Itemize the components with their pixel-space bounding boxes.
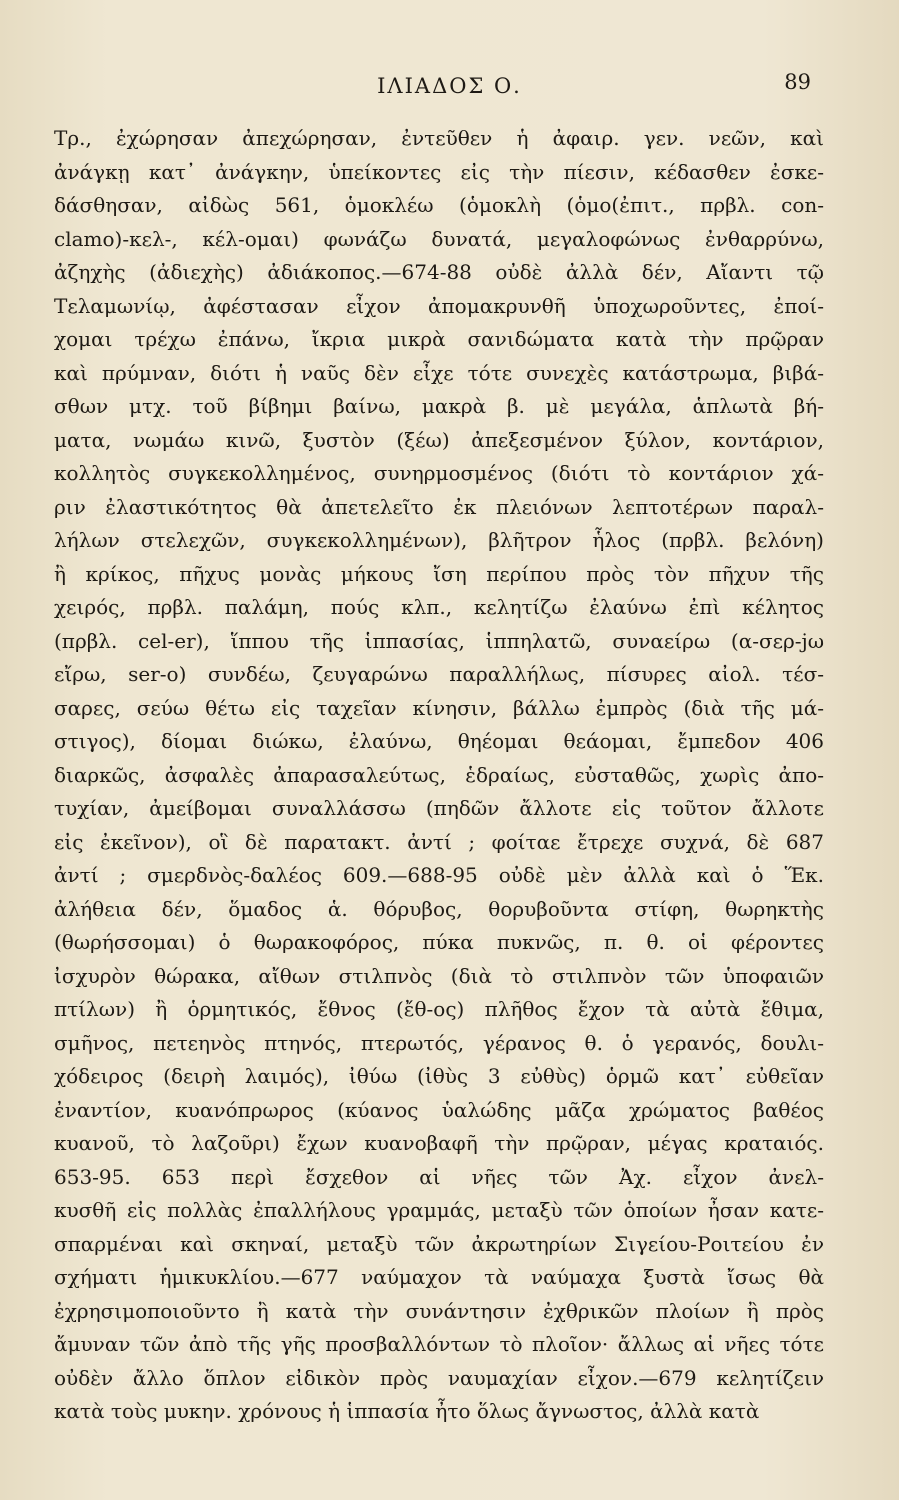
text-line: clamo)-κελ-, κέλ-ομαι) φωνάζω δυνατά, μεγαλοφώνως ἐνθαρρύνω,	[54, 226, 824, 251]
text-line: ἄμυναν τῶν ἀπὸ τῆς γῆς προσβαλλόντων τὸ πλοῖον· ἄλλως αἱ νῆες τότε	[54, 1332, 824, 1356]
text-line: τυχίαν, ἀμείβομαι συναλλάσσω (πηδῶν ἄλλοτε εἰς τοῦτον ἄλλοτε	[54, 796, 824, 820]
text-line: ματα, νωμάω κινῶ, ξυστὸν (ξέω) ἀπεξεσμένον ξύλον, κοντάριον,	[54, 427, 824, 452]
text-line: Τρ., ἐχώρησαν ἀπεχώρησαν, ἐντεῦθεν ἡ ἀφαιρ. γεν. νεῶν, καὶ	[54, 126, 824, 150]
text-line: κολλητὸς συγκεκολλημένος, συνηρμοσμένος (διότι τὸ κοντάριον χά-	[54, 461, 824, 485]
text-line: (πρβλ. cel-er), ἵππου τῆς ἱππασίας, ἱππηλατῶ, συναείρω (α-σερ-jω	[54, 628, 824, 653]
text-line: ἐχρησιμοποιοῦντο ἢ κατὰ τὴν συνάντησιν ἐχθρικῶν πλοίων ἢ πρὸς	[54, 1298, 824, 1323]
text-line: εἴρω, ser-o) συνδέω, ζευγαρώνω παραλλήλως, πίσυρες αἰολ. τέσ-	[54, 662, 824, 686]
text-line: 653-95. 653 περὶ ἔσχεθον αἱ νῆες τῶν Ἀχ. εἶχον ἀνελ-	[54, 1164, 824, 1189]
text-line: καὶ πρύμναν, διότι ἡ ναῦς δὲν εἶχε τότε συνεχὲς κατάστρωμα, βιβά-	[54, 360, 824, 385]
text-line: ἀζηχὴς (ἀδιεχὴς) ἀδιάκοπος.—674-88 οὐδὲ ἀλλὰ δέν, Αἴαντι τῷ	[54, 260, 824, 284]
text-line: ριν ἐλαστικότητος θὰ ἀπετελεῖτο ἐκ πλειόνων λεπτοτέρων παραλ-	[54, 494, 824, 519]
text-line: κυσθῆ εἰς πολλὰς ἐπαλλήλους γραμμάς, μεταξὺ τῶν ὁποίων ἦσαν κατε-	[54, 1198, 824, 1222]
text-line: στιγος), δίομαι διώκω, ἐλαύνω, θηέομαι θεάομαι, ἔμπεδον 406	[54, 729, 824, 753]
text-line: σθων μτχ. τοῦ βίβημι βαίνω, μακρὰ β. μὲ μεγάλα, ἁπλωτὰ βή-	[54, 394, 824, 418]
text-line: χόδειρος (δειρὴ λαιμός), ἰθύω (ἰθὺς 3 εὐθὺς) ὁρμῶ κατ᾽ εὐθεῖαν	[54, 1064, 824, 1088]
text-line: πτίλων) ἢ ὁρμητικός, ἔθνος (ἔθ-ος) πλῆθος ἔχον τὰ αὐτὰ ἔθιμα,	[54, 997, 824, 1021]
text-line: σπαρμέναι καὶ σκηναί, μεταξὺ τῶν ἀκρωτηρίων Σιγείου-Ροιτείου ἐν	[54, 1231, 824, 1256]
text-line: σχήματι ἡμικυκλίου.—677 ναύμαχον τὰ ναύμαχα ξυστὰ ἴσως θὰ	[54, 1265, 824, 1289]
text-line: χομαι τρέχω ἐπάνω, ἴκρια μικρὰ σανιδώματα κατὰ τὴν πρῷραν	[54, 327, 824, 351]
text-line: λήλων στελεχῶν, συγκεκολλημένων), βλῆτρον ἧλος (πρβλ. βελόνη)	[54, 528, 824, 552]
text-line: εἰς ἐκεῖνον), οἳ δὲ παρατακτ. ἀντί ; φοίταε ἔτρεχε συχνά, δὲ 687	[54, 829, 824, 854]
text-line: διαρκῶς, ἀσφαλὲς ἀπαρασαλεύτως, ἑδραίως, εὐσταθῶς, χωρὶς ἀπο-	[54, 762, 824, 787]
text-line: κυανοῦ, τὸ λαζοῦρι) ἔχων κυανοβαφῆ τὴν πρῷραν, μέγας κραταιός.	[54, 1131, 824, 1155]
text-line: ἀλήθεια δέν, ὅμαδος ἁ. θόρυβος, θορυβοῦντα στίφη, θωρηκτὴς	[54, 896, 824, 921]
text-line: ἀνάγκῃ κατ᾽ ἀνάγκην, ὑπείκοντες εἰς τὴν πίεσιν, κέδασθεν ἐσκε-	[54, 159, 824, 184]
text-line: σαρες, σεύω θέτω εἰς ταχεῖαν κίνησιν, βάλλω ἐμπρὸς (διὰ τῆς μά-	[54, 695, 824, 720]
running-title: ΙΛΙΑΔΟΣ Ο.	[377, 74, 522, 98]
commentary-text	[54, 122, 824, 1429]
text-line: οὐδὲν ἄλλο ὅπλον εἰδικὸν πρὸς ναυμαχίαν εἶχον.—679 κελητίζειν	[54, 1365, 824, 1390]
text-line: ἢ κρίκος, πῆχυς μονὰς μήκους ἴση περίπου πρὸς τὸν πῆχυν τῆς	[54, 561, 824, 586]
text-line: (θωρήσσομαι) ὁ θωρακοφόρος, πύκα πυκνῶς, π. θ. οἱ φέροντες	[54, 930, 824, 954]
text-line: Τελαμωνίῳ, ἀφέστασαν εἶχον ἀπομακρυνθῆ ὑποχωροῦντες, ἐποί-	[54, 293, 824, 318]
text-line: ἰσχυρὸν θώρακα, αἴθων στιλπνὸς (διὰ τὸ στιλπνὸν τῶν ὑποφαιῶν	[54, 963, 824, 988]
text-line: κατὰ τοὺς μυκην. χρόνους ἡ ἱππασία ἦτο ὅλως ἄγνωστος, ἀλλὰ κατὰ	[54, 1399, 760, 1423]
page-number: 89	[784, 70, 811, 94]
text-line: δάσθησαν, αἰδὼς 561, ὁμοκλέω (ὁμοκλὴ (ὁμο(ἐπιτ., πρβλ. con-	[54, 193, 824, 217]
text-line: σμῆνος, πετεηνὸς πτηνός, πτερωτός, γέρανος θ. ὁ γερανός, δουλι-	[54, 1030, 824, 1055]
text-line: χειρός, πρβλ. παλάμη, πούς κλπ., κελητίζω ἐλαύνω ἐπὶ κέλητος	[54, 595, 824, 619]
page-header	[0, 70, 899, 110]
text-line: ἀντί ; σμερδνὸς-δαλέος 609.—688-95 οὐδὲ μὲν ἀλλὰ καὶ ὁ Ἕκ.	[54, 863, 824, 887]
text-line: ἐναντίον, κυανόπρωρος (κύανος ὑαλώδης μᾶζα χρώματος βαθέος	[54, 1097, 824, 1122]
